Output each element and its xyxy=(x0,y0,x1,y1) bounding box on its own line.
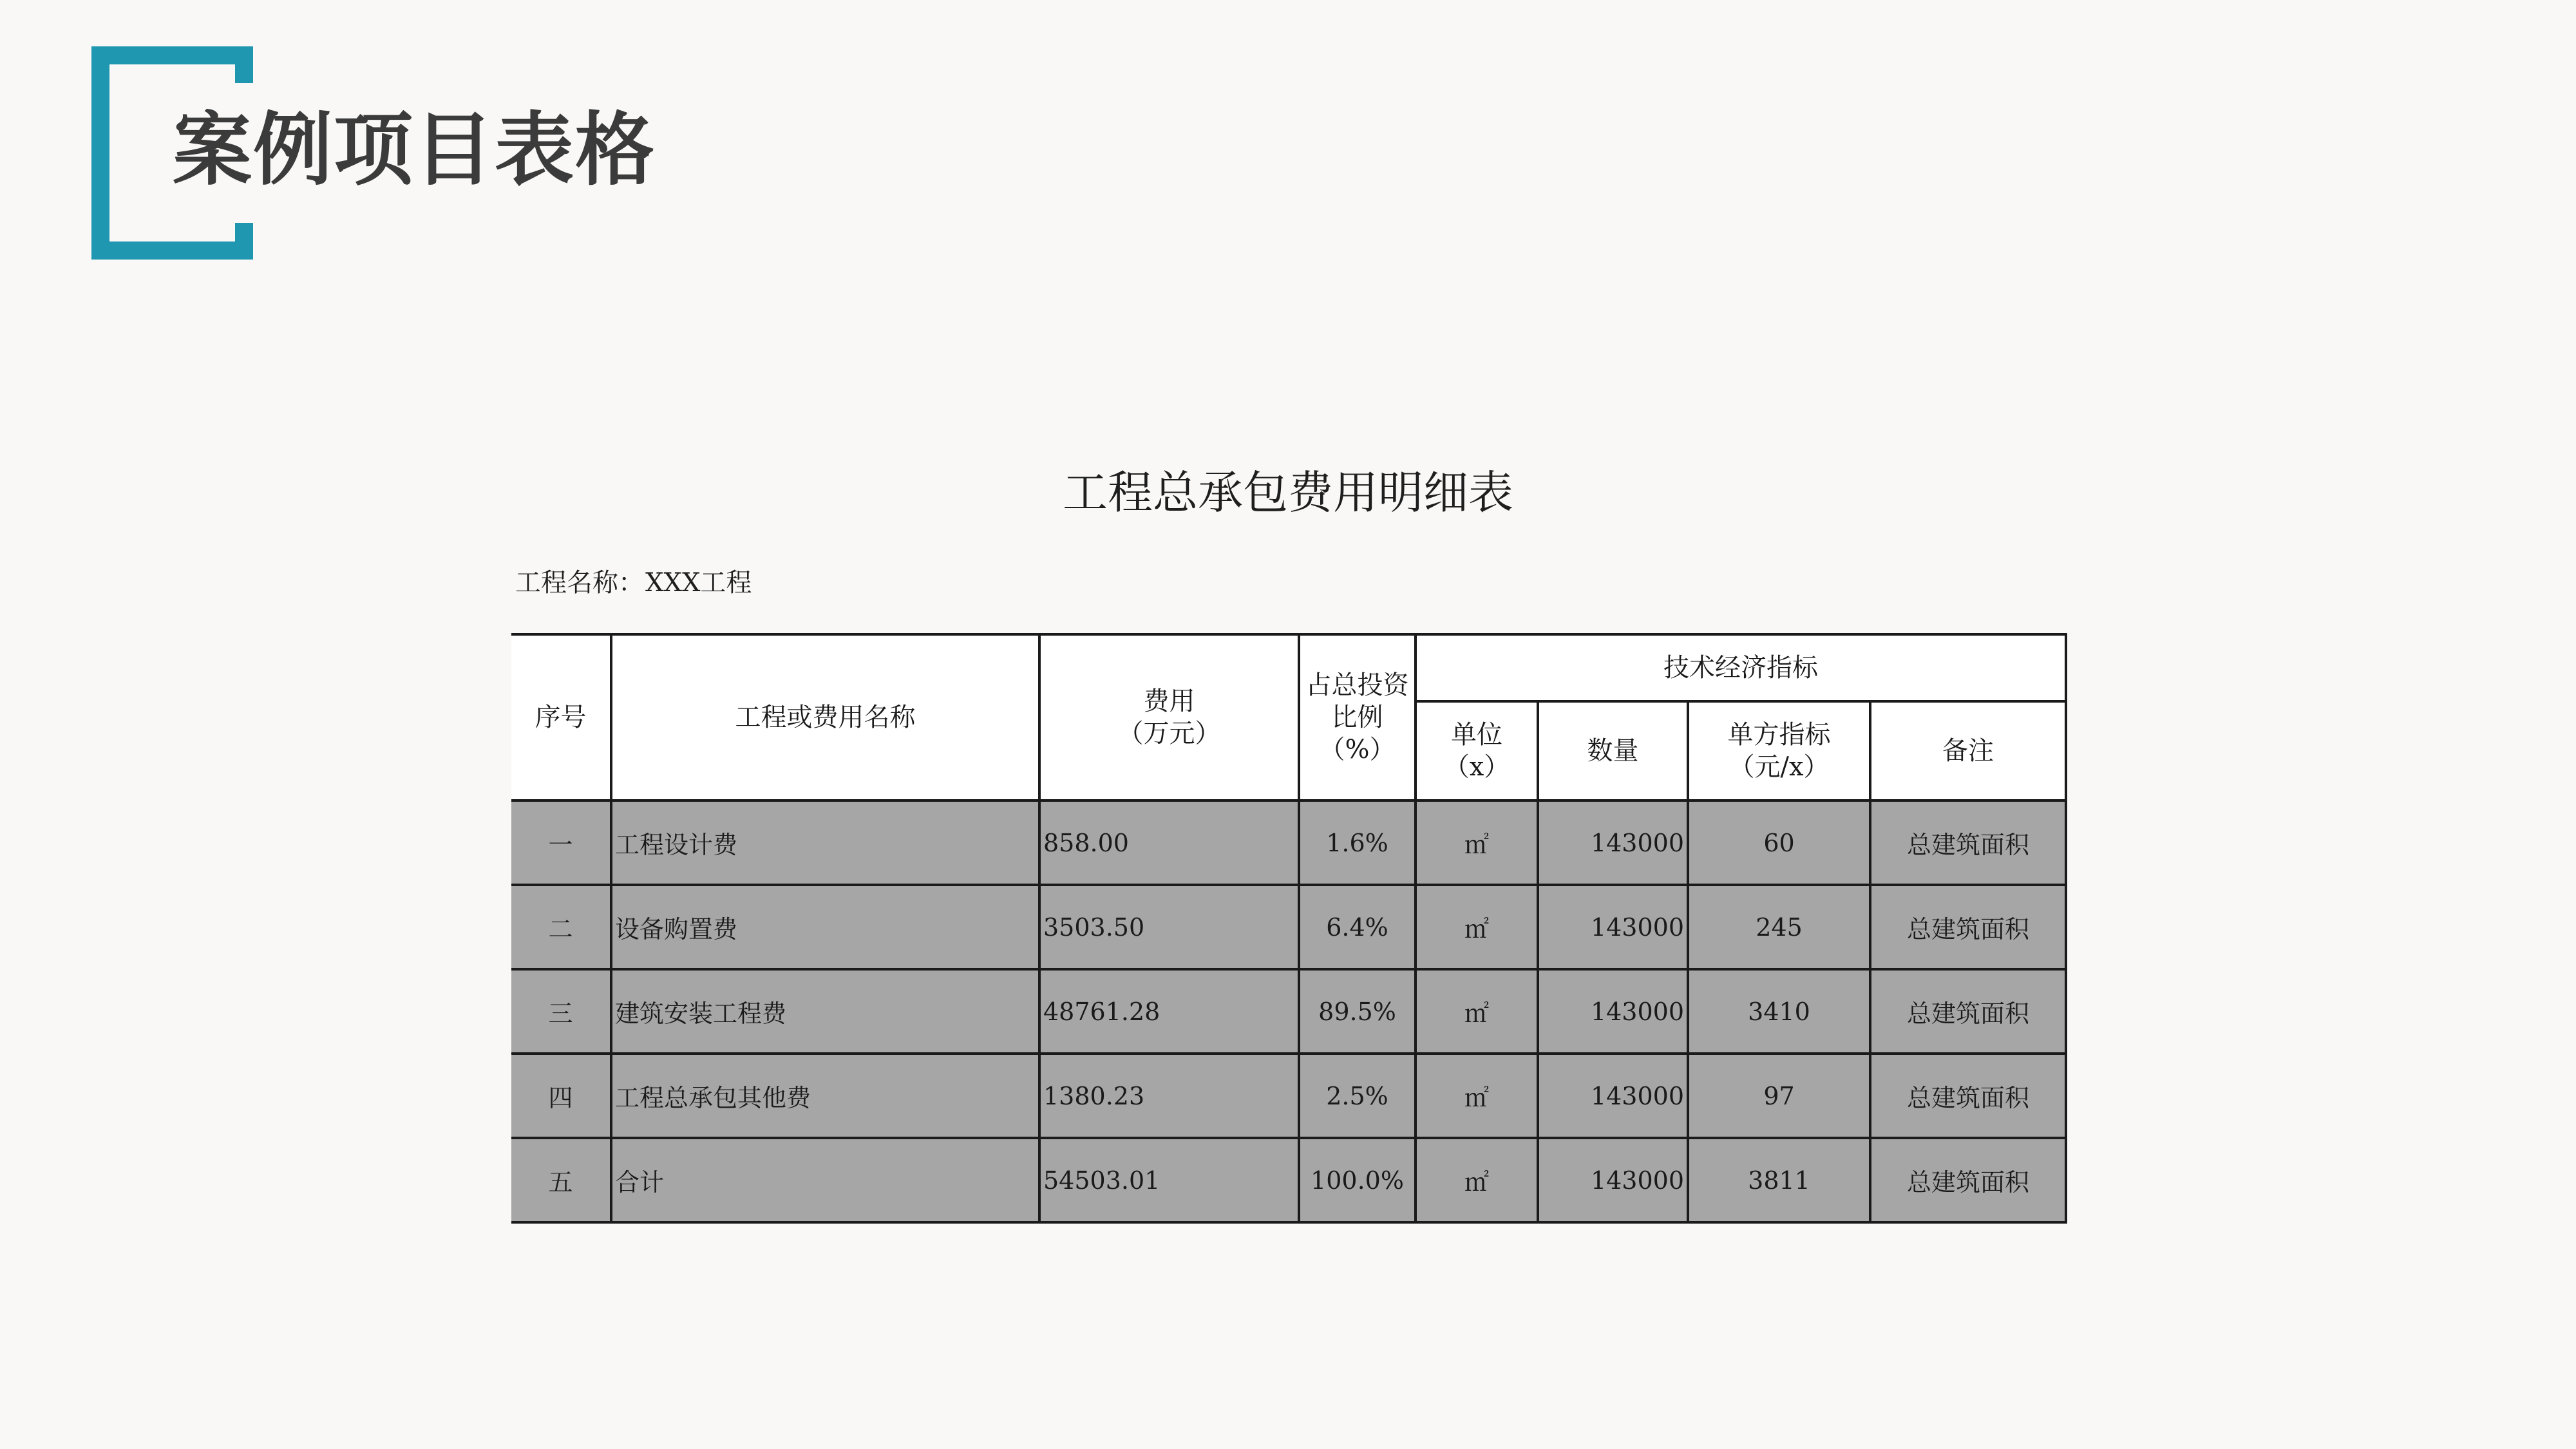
cell-cost: 54503.01 xyxy=(1039,1138,1299,1222)
header-quantity: 数量 xyxy=(1538,701,1688,800)
cell-remark: 总建筑面积 xyxy=(1870,885,2066,969)
cell-name: 工程总承包其他费 xyxy=(611,1054,1039,1138)
header-unit-index-label: 单方指标 xyxy=(1727,720,1831,750)
header-cost-unit: （万元） xyxy=(1117,719,1221,748)
table-row xyxy=(511,1138,2066,1222)
cell-unit-index: 245 xyxy=(1688,885,1870,969)
cell-cost: 3503.50 xyxy=(1039,885,1299,969)
cell-seq: 四 xyxy=(511,1054,611,1138)
project-name-value: XXX工程 xyxy=(645,568,752,598)
cell-seq: 一 xyxy=(511,800,611,885)
table-row xyxy=(511,885,2066,969)
cell-remark: 总建筑面积 xyxy=(1870,969,2066,1054)
cell-ratio: 2.5% xyxy=(1299,1054,1416,1138)
cell-ratio: 89.5% xyxy=(1299,969,1416,1054)
header-unit xyxy=(1416,701,1538,800)
cell-ratio: 100.0% xyxy=(1299,1138,1416,1222)
table-row xyxy=(511,800,2066,885)
cell-seq: 五 xyxy=(511,1138,611,1222)
project-name xyxy=(515,570,752,596)
header-seq: 序号 xyxy=(511,634,611,800)
cell-remark: 总建筑面积 xyxy=(1870,1054,2066,1138)
header-ratio xyxy=(1299,634,1416,800)
header-unit-index xyxy=(1688,701,1870,800)
cell-remark: 总建筑面积 xyxy=(1870,1138,2066,1222)
cell-unit: ㎡ xyxy=(1416,969,1538,1054)
header-unit-index-unit: （元/x） xyxy=(1728,752,1830,782)
header-tech-group: 技术经济指标 xyxy=(1416,634,2066,701)
header-unit-symbol: （x） xyxy=(1443,752,1510,782)
cell-remark: 总建筑面积 xyxy=(1870,800,2066,885)
cell-unit: ㎡ xyxy=(1416,885,1538,969)
header-cost-label: 费用 xyxy=(1143,687,1195,716)
cell-name: 建筑安装工程费 xyxy=(611,969,1039,1054)
cell-quantity: 143000 xyxy=(1538,800,1688,885)
cell-quantity: 143000 xyxy=(1538,1054,1688,1138)
header-ratio-line2: 比例 xyxy=(1331,703,1383,732)
cell-quantity: 143000 xyxy=(1538,1138,1688,1222)
page-title: 案例项目表格 xyxy=(173,104,656,196)
header-name: 工程或费用名称 xyxy=(611,634,1039,800)
header-cost xyxy=(1039,634,1299,800)
cell-unit-index: 97 xyxy=(1688,1054,1870,1138)
cell-quantity: 143000 xyxy=(1538,969,1688,1054)
cell-quantity: 143000 xyxy=(1538,885,1688,969)
cell-unit: ㎡ xyxy=(1416,1054,1538,1138)
cell-name: 合计 xyxy=(611,1138,1039,1222)
cell-name: 设备购置费 xyxy=(611,885,1039,969)
cell-unit: ㎡ xyxy=(1416,1138,1538,1222)
cell-cost: 1380.23 xyxy=(1039,1054,1299,1138)
cell-ratio: 6.4% xyxy=(1299,885,1416,969)
cell-unit-index: 60 xyxy=(1688,800,1870,885)
header-ratio-line3: （%） xyxy=(1319,735,1396,764)
table-row xyxy=(511,969,2066,1054)
cell-seq: 二 xyxy=(511,885,611,969)
header-remark: 备注 xyxy=(1870,701,2066,800)
header-ratio-line1: 占总投资 xyxy=(1305,670,1409,700)
table-row xyxy=(511,1054,2066,1138)
project-name-label: 工程名称： xyxy=(515,568,644,598)
cell-seq: 三 xyxy=(511,969,611,1054)
cell-ratio: 1.6% xyxy=(1299,800,1416,885)
cost-detail-table xyxy=(511,633,2067,1224)
table-title: 工程总承包费用明细表 xyxy=(1063,466,1513,519)
cell-cost: 858.00 xyxy=(1039,800,1299,885)
cell-cost: 48761.28 xyxy=(1039,969,1299,1054)
cell-unit-index: 3811 xyxy=(1688,1138,1870,1222)
header-unit-label: 单位 xyxy=(1451,720,1502,750)
cell-unit-index: 3410 xyxy=(1688,969,1870,1054)
cell-unit: ㎡ xyxy=(1416,800,1538,885)
cell-name: 工程设计费 xyxy=(611,800,1039,885)
